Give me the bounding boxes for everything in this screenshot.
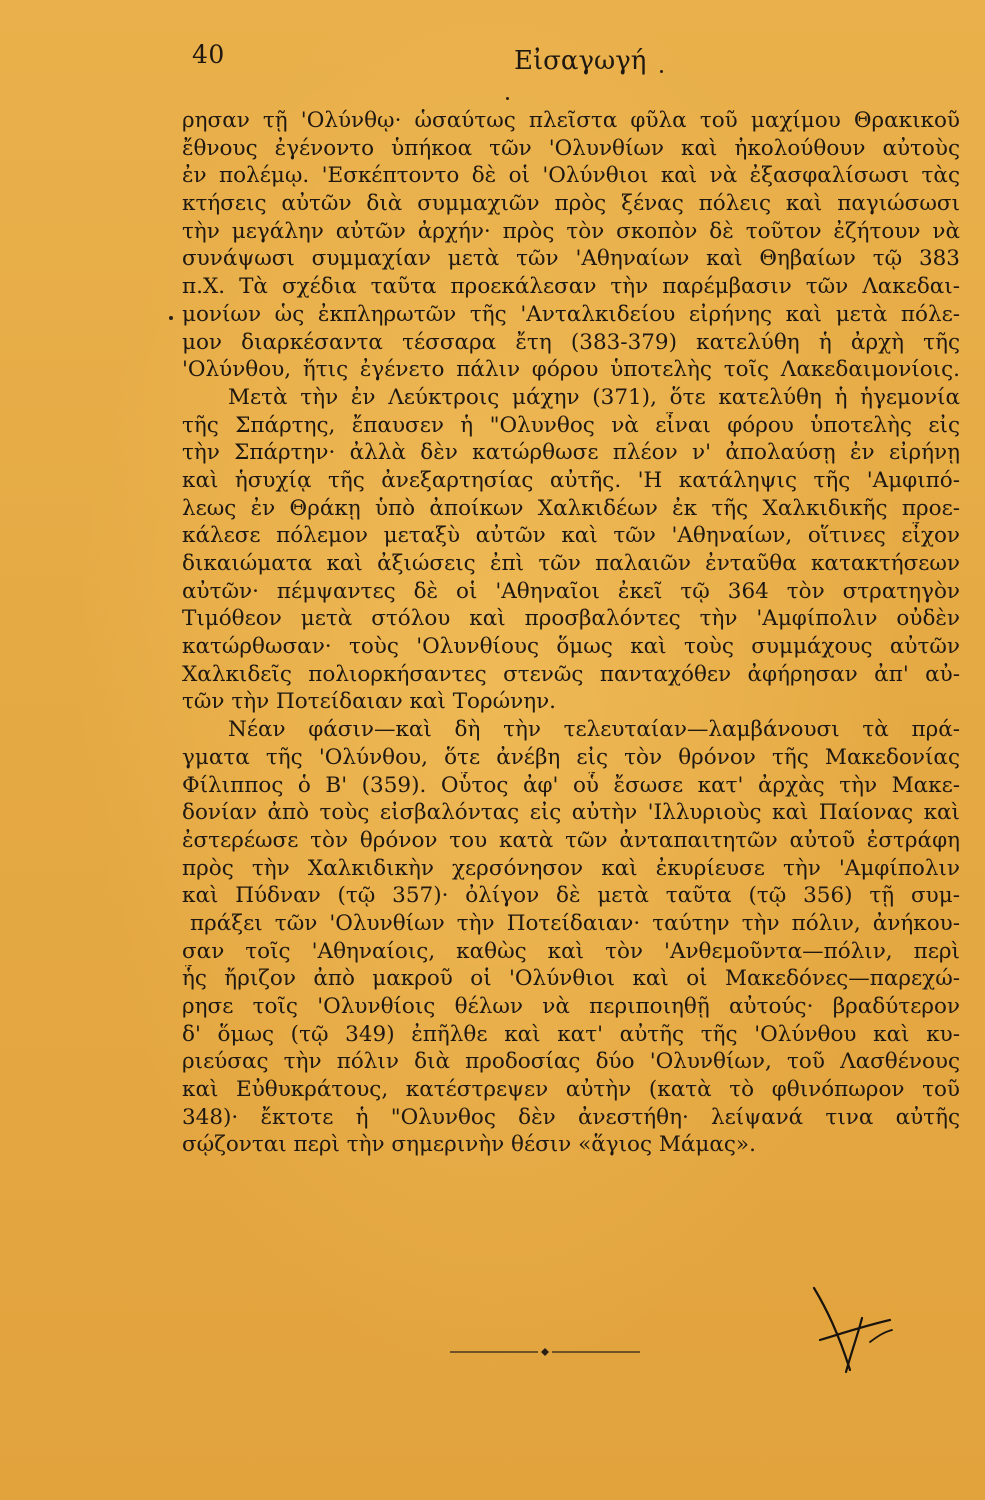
text-line: τὴν μεγάλην αὐτῶν ἀρχήν· πρὸς τὸν σκοπὸν δὲ τοῦτον ἐζήτουν νὰ: [182, 218, 960, 244]
text-line: μον διαρκέσαντα τέσσαρα ἔτη (383-379) κατελύθη ἡ ἀρχὴ τῆς: [182, 329, 960, 355]
text-line: δονίαν ἀπὸ τοὺς εἰσβαλόντας εἰς αὐτὴν 'Ιλλυριοὺς καὶ Παίονας καὶ: [182, 800, 960, 826]
text-line: τῆς Σπάρτης, ἔπαυσεν ἡ "Ολυνθος νὰ εἶναι φόρου ὑποτελὴς εἰς: [182, 412, 960, 438]
text-line: Μετὰ τὴν ἐν Λεύκτροις μάχην (371), ὅτε κατελύθη ἡ ἡγεμονία: [228, 384, 960, 410]
text-line: καὶ ἡσυχίᾳ τῆς ἀνεξαρτησίας αὐτῆς. 'Η κατάληψις τῆς 'Αμφιπό-: [182, 467, 960, 493]
ink-speck: [506, 97, 509, 100]
text-line: ριεύσας τὴν πόλιν διὰ προδοσίας δύο 'Ολυνθίων, τοῦ Λασθένους: [182, 1049, 960, 1075]
text-line: καὶ Πύδναν (τῷ 357)· ὀλίγον δὲ μετὰ ταῦτα (τῷ 356) τῇ συμ-: [182, 883, 960, 909]
text-line: δ' ὅμως (τῷ 349) ἐπῆλθε καὶ κατ' αὐτῆς τῆς 'Ολύνθου καὶ κυ-: [182, 1021, 960, 1047]
text-line: σῴζονται περὶ τὴν σημερινὴν θέσιν «ἅγιος Μάμας».: [182, 1132, 756, 1158]
text-line: κάλεσε πόλεμον μεταξὺ αὐτῶν καὶ τῶν 'Αθηναίων, οἵτινες εἶχον: [182, 523, 960, 549]
text-line: Τιμόθεον μετὰ στόλου καὶ προσβαλόντες τὴν 'Αμφίπολιν οὐδὲν: [182, 606, 960, 632]
text-line: Φίλιππος ὁ Β' (359). Οὗτος ἀφ' οὗ ἔσωσε κατ' ἀρχὰς τὴν Μακε-: [182, 772, 960, 798]
ink-speck: [660, 70, 663, 73]
text-line: τὴν Σπάρτην· ἀλλὰ δὲν κατώρθωσε πλέον ν' ἀπολαύσῃ ἐν εἰρήνῃ: [182, 440, 960, 466]
text-line: αὐτῶν· πέμψαντες δὲ οἱ 'Αθηναῖοι ἐκεῖ τῷ 364 τὸν στρατηγὸν: [182, 578, 960, 604]
text-line: κατώρθωσαν· τοὺς 'Ολυνθίους ὅμως καὶ τοὺς συμμάχους αὐτῶν: [182, 634, 960, 660]
text-line: δικαιώματα καὶ ἀξιώσεις ἐπὶ τῶν παλαιῶν ἐνταῦθα κατακτήσεων: [182, 551, 960, 576]
section-end-ornament: [450, 1346, 640, 1358]
running-head: Εἰσαγωγή: [514, 46, 647, 76]
text-line: τῶν τὴν Ποτείδαιαν καὶ Τορώνην.: [182, 689, 557, 715]
text-line: σαν τοῖς 'Αθηναίοις, καθὼς καὶ τὸν 'Ανθεμοῦντα—πόλιν, περὶ: [182, 938, 960, 964]
text-line: μονίων ὡς ἐκπληρωτῶν τῆς 'Ανταλκιδείου εἰρήνης καὶ μετὰ πόλε-: [182, 301, 960, 327]
text-line: ἐστερέωσε τὸν θρόνον του κατὰ τῶν ἀνταπαιτητῶν αὐτοῦ ἐστράφη: [182, 827, 960, 853]
text-line: 'Ολύνθου, ἥτις ἐγένετο πάλιν φόρου ὑποτελὴς τοῖς Λακεδαιμονίοις.: [182, 357, 960, 383]
text-line: γματα τῆς 'Ολύνθου, ὅτε ἀνέβη εἰς τὸν θρόνον τῆς Μακεδονίας: [182, 744, 960, 770]
text-line: π.Χ. Τὰ σχέδια ταῦτα προεκάλεσαν τὴν παρέμβασιν τῶν Λακεδαι-: [182, 274, 960, 300]
text-line: ρησε τοῖς 'Ολυνθίοις θέλων νὰ περιποιηθῇ αὐτούς· βραδύτερον: [182, 994, 960, 1019]
text-line: λεως ἐν Θράκῃ ὑπὸ ἀποίκων Χαλκιδέων ἐκ τῆς Χαλκιδικῆς προε-: [182, 495, 960, 521]
text-line: ἧς ἤριζον ἀπὸ μακροῦ οἱ 'Ολύνθιοι καὶ οἱ Μακεδόνες—παρεχώ-: [182, 966, 960, 992]
body-text: [182, 107, 960, 1159]
text-line: Χαλκιδεῖς πολιορκήσαντες στενῶς πανταχόθεν ἀφήρησαν ἀπ' αὐ-: [182, 661, 960, 687]
text-line: κτήσεις αὐτῶν διὰ συμμαχιῶν πρὸς ξένας πόλεις καὶ παγιώσωσι: [182, 191, 960, 217]
text-line: καὶ Εὐθυκράτους, κατέστρεψεν αὐτὴν (κατὰ τὸ φθινόπωρον τοῦ: [182, 1077, 960, 1103]
text-line: 348)· ἔκτοτε ἡ "Ολυνθος δὲν ἀνεστήθη· λείψανά τινα αὐτῆς: [182, 1104, 960, 1130]
text-line: συνάψωσι συμμαχίαν μετὰ τῶν 'Αθηναίων καὶ Θηβαίων τῷ 383: [182, 246, 960, 272]
page-number: 40: [192, 40, 225, 69]
text-line: Νέαν φάσιν—καὶ δὴ τὴν τελευταίαν—λαμβάνουσι τὰ πρά-: [228, 717, 960, 743]
text-line: ἔθνους ἐγένοντο ὑπήκοα τῶν 'Ολυνθίων καὶ ἠκολούθουν αὐτοὺς: [182, 135, 960, 161]
text-line: ρησαν τῇ 'Ολύνθῳ· ὡσαύτως πλεῖστα φῦλα τοῦ μαχίμου Θρακικοῦ: [182, 108, 960, 133]
text-line: πρὸς τὴν Χαλκιδικὴν χερσόνησον καὶ ἐκυρίευσε τὴν 'Αμφίπολιν: [182, 855, 960, 881]
handwritten-mark-icon: [800, 1280, 896, 1380]
text-line: πράξει τῶν 'Ολυνθίων τὴν Ποτείδαιαν· ταύτην τὴν πόλιν, ἀνήκου-: [190, 910, 960, 936]
ink-speck: [169, 316, 173, 320]
text-line: ἐν πολέμῳ. 'Εσκέπτοντο δὲ οἱ 'Ολύνθιοι καὶ νὰ ἐξασφαλίσωσι τὰς: [182, 163, 960, 189]
